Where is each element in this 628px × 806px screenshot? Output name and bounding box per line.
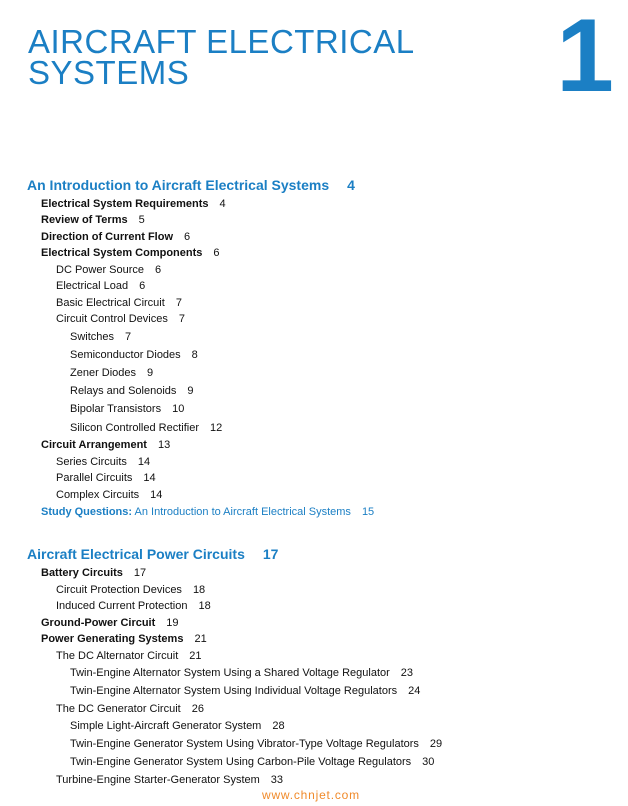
toc-section-heading bbox=[27, 546, 278, 562]
toc-entry bbox=[41, 214, 145, 227]
toc-entry-title: Aircraft Electrical Power Circuits bbox=[27, 546, 245, 562]
toc-entry-title: Twin-Engine Alternator System Using a Shared Voltage Regulator bbox=[70, 667, 390, 679]
toc-entry bbox=[56, 584, 205, 597]
toc-page-number: 12 bbox=[210, 422, 223, 434]
toc-entry-title: Parallel Circuits bbox=[56, 472, 133, 484]
toc-entry-title: The DC Alternator Circuit bbox=[56, 650, 179, 662]
toc-entry bbox=[56, 774, 283, 787]
chapter-title bbox=[28, 23, 415, 91]
toc-entry bbox=[56, 489, 162, 502]
toc-page-number: 7 bbox=[125, 331, 132, 343]
toc-entry bbox=[56, 472, 156, 485]
toc-entry-title: Twin-Engine Generator System Using Carbon-Pile Voltage Regulators bbox=[70, 756, 412, 768]
toc-page-number: 15 bbox=[361, 506, 375, 518]
toc-entry bbox=[56, 313, 185, 326]
toc-page-number: 14 bbox=[137, 456, 151, 468]
toc-page-number: 9 bbox=[187, 385, 194, 397]
toc-entry bbox=[70, 331, 131, 344]
toc-entry-title: Zener Diodes bbox=[70, 367, 137, 379]
toc-entry-title: Power Generating Systems bbox=[41, 633, 184, 645]
toc-page-number: 30 bbox=[422, 756, 435, 768]
toc-page-number: 23 bbox=[400, 667, 414, 679]
toc-entry bbox=[41, 617, 179, 630]
toc-entry bbox=[56, 280, 145, 293]
chapter-number: 1 bbox=[556, 0, 614, 114]
toc-page-number: 21 bbox=[189, 650, 202, 662]
toc-page-number: 4 bbox=[219, 198, 226, 210]
toc-page-number: 17 bbox=[133, 567, 147, 579]
toc-entry bbox=[70, 367, 153, 380]
toc-entry-title: Simple Light-Aircraft Generator System bbox=[70, 720, 262, 732]
toc-entry-title: DC Power Source bbox=[56, 264, 145, 276]
toc-entry-title: Bipolar Transistors bbox=[70, 403, 162, 415]
toc-entry bbox=[70, 403, 184, 416]
toc-page-number: 6 bbox=[155, 264, 162, 276]
toc-entry bbox=[56, 703, 204, 716]
toc-page-number: 14 bbox=[150, 489, 163, 501]
toc-entry bbox=[41, 247, 220, 260]
toc-page-number: 29 bbox=[429, 738, 443, 750]
toc-entry-title: Twin-Engine Generator System Using Vibrator-Type Voltage Regulators bbox=[70, 738, 419, 750]
toc-page-number: 18 bbox=[192, 584, 206, 596]
toc-page-number: 8 bbox=[191, 349, 198, 361]
toc-entry bbox=[41, 231, 190, 244]
toc-page-number: 4 bbox=[347, 177, 355, 193]
toc-entry-title: Basic Electrical Circuit bbox=[56, 297, 165, 309]
toc-entry-label: Study Questions: bbox=[41, 506, 133, 518]
toc-entry bbox=[41, 198, 226, 211]
toc-entry-title: Switches bbox=[70, 331, 115, 343]
toc-entry-title: Battery Circuits bbox=[41, 567, 123, 579]
toc-entry-title: An Introduction to Aircraft Electrical Systems bbox=[134, 506, 351, 518]
chapter-title-line-2: SYSTEMS bbox=[28, 54, 190, 91]
toc-entry-title: Direction of Current Flow bbox=[41, 231, 173, 243]
toc-page-number: 18 bbox=[198, 600, 211, 612]
toc-entry-title: An Introduction to Aircraft Electrical Systems bbox=[27, 177, 330, 193]
toc-entry-title: Complex Circuits bbox=[56, 489, 140, 501]
toc-entry-title: Series Circuits bbox=[56, 456, 127, 468]
toc-entry bbox=[56, 297, 182, 310]
toc-entry-title: Circuit Arrangement bbox=[41, 439, 147, 451]
toc-entry bbox=[70, 422, 222, 435]
toc-page-number: 21 bbox=[194, 633, 207, 645]
toc-page-number: 19 bbox=[166, 617, 179, 629]
toc-entry bbox=[56, 264, 161, 277]
toc-entry bbox=[70, 385, 194, 398]
toc-entry-title: Circuit Control Devices bbox=[56, 313, 168, 325]
toc-entry-title: Turbine-Engine Starter-Generator System bbox=[56, 774, 260, 786]
toc-entry-title: Electrical System Requirements bbox=[41, 198, 209, 210]
toc-section-heading bbox=[27, 177, 355, 193]
toc-page-number: 24 bbox=[408, 685, 421, 697]
toc-entry bbox=[41, 439, 170, 452]
toc-page-number: 6 bbox=[213, 247, 220, 259]
watermark: www.chnjet.com bbox=[262, 788, 360, 802]
toc-page-number: 26 bbox=[191, 703, 204, 715]
toc-entry bbox=[70, 720, 285, 733]
toc-page-number: 14 bbox=[143, 472, 156, 484]
toc-entry bbox=[70, 756, 434, 769]
chapter-title-line-1: AIRCRAFT ELECTRICAL bbox=[28, 23, 415, 60]
toc-entry bbox=[70, 667, 413, 680]
toc-entry-title: Induced Current Protection bbox=[56, 600, 188, 612]
toc-page-number: 6 bbox=[139, 280, 146, 292]
toc-entry-title: Electrical System Components bbox=[41, 247, 203, 259]
toc-page-number: 5 bbox=[138, 214, 145, 226]
toc-page-number: 17 bbox=[262, 546, 279, 562]
toc-entry-title: Semiconductor Diodes bbox=[70, 349, 181, 361]
toc-entry bbox=[70, 738, 442, 751]
toc-page-number: 13 bbox=[157, 439, 171, 451]
toc-entry-title: Relays and Solenoids bbox=[70, 385, 177, 397]
toc-entry bbox=[56, 600, 211, 613]
toc-entry-title: Silicon Controlled Rectifier bbox=[70, 422, 199, 434]
toc-entry bbox=[70, 349, 198, 362]
toc-page-number: 28 bbox=[272, 720, 285, 732]
toc-entry-title: Electrical Load bbox=[56, 280, 129, 292]
toc-page-number: 10 bbox=[172, 403, 185, 415]
toc-study-questions bbox=[41, 506, 374, 519]
toc-entry-title: Review of Terms bbox=[41, 214, 128, 226]
toc-page-number: 7 bbox=[175, 297, 182, 309]
toc-page-number: 9 bbox=[147, 367, 154, 379]
toc-entry-title: Circuit Protection Devices bbox=[56, 584, 182, 596]
toc-entry-title: Ground-Power Circuit bbox=[41, 617, 156, 629]
toc-entry bbox=[70, 685, 420, 698]
toc-entry bbox=[56, 456, 150, 469]
toc-entry-title: The DC Generator Circuit bbox=[56, 703, 181, 715]
toc-page-number: 6 bbox=[184, 231, 191, 243]
toc-entry bbox=[41, 633, 207, 646]
toc-page-number: 7 bbox=[178, 313, 185, 325]
toc-page-number: 33 bbox=[270, 774, 284, 786]
toc-entry-title: Twin-Engine Alternator System Using Individual Voltage Regulators bbox=[70, 685, 398, 697]
toc-entry bbox=[56, 650, 202, 663]
toc-entry bbox=[41, 567, 146, 580]
